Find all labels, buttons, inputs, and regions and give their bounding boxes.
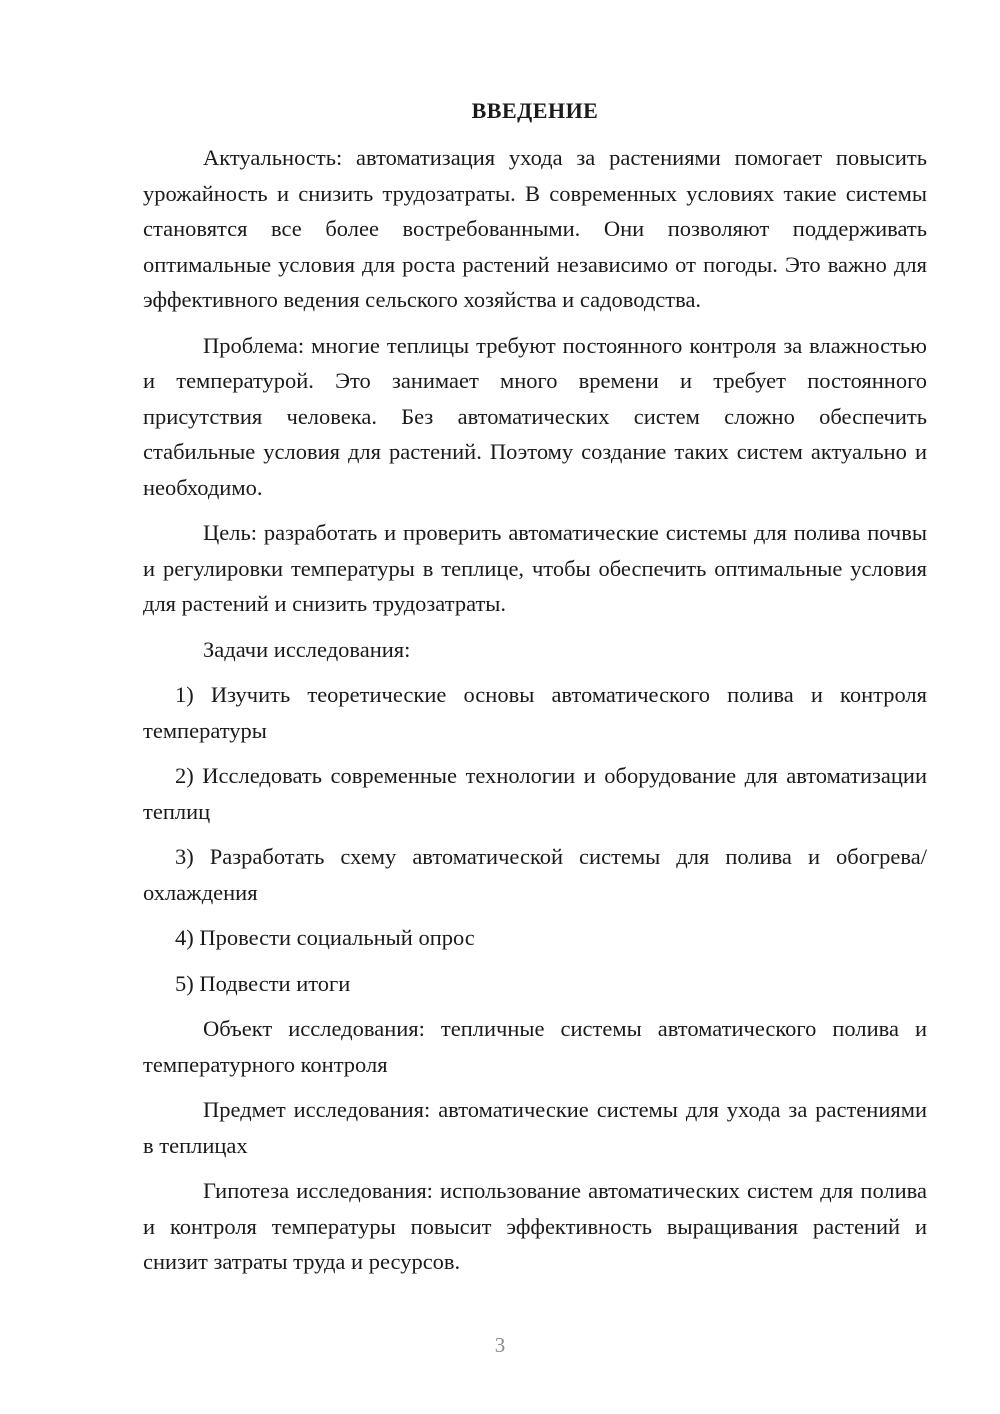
hypothesis-paragraph: Гипотеза исследования: использование автоматических систем для полива и контроля температуры повысит эффективность выращивания растений и снизит затраты труда и ресурсов. — [143, 1178, 927, 1274]
page-title: ВВЕДЕНИЕ — [471, 98, 599, 123]
task-item-3: 3) Разработать схему автоматической системы для полива и обогрева/охлаждения — [143, 844, 927, 905]
task-item-5: 5) Подвести итоги — [175, 970, 351, 996]
task-item-1: 1) Изучить теоретические основы автоматического полива и контроля температуры — [143, 682, 927, 743]
object-paragraph: Объект исследования: тепличные системы автоматического полива и температурного контроля — [143, 1016, 927, 1077]
relevance-paragraph: Актуальность: автоматизация ухода за растениями помогает повысить урожайность и снизить трудозатраты. В современных условиях такие системы становятся все более востребованными. Они позволяют поддерживать оптимальные условия для роста растений независимо от погоды. Это важно для эффективного ведения сельского хозяйства и садоводства. — [143, 145, 927, 312]
problem-paragraph: Проблема: многие теплицы требуют постоянного контроля за влажностью и температурой. Это занимает много времени и требует постоянного присутствия человека. Без автоматических систем сложно обеспечить стабильные условия для растений. Поэтому создание таких систем актуально и необходимо. — [143, 332, 927, 500]
tasks-heading: Задачи исследования: — [203, 636, 411, 662]
task-item-2: 2) Исследовать современные технологии и оборудование для автоматизации теплиц — [143, 763, 927, 824]
task-item-4: 4) Провести социальный опрос — [175, 925, 475, 950]
page-number: 3 — [494, 1333, 506, 1357]
page-content — [143, 96, 927, 1290]
goal-paragraph: Цель: разработать и проверить автоматические системы для полива почвы и регулировки температуры в теплице, чтобы обеспечить оптимальные условия для растений и снизить трудозатраты. — [143, 520, 927, 616]
subject-paragraph: Предмет исследования: автоматические системы для ухода за растениями в теплицах — [143, 1097, 927, 1158]
